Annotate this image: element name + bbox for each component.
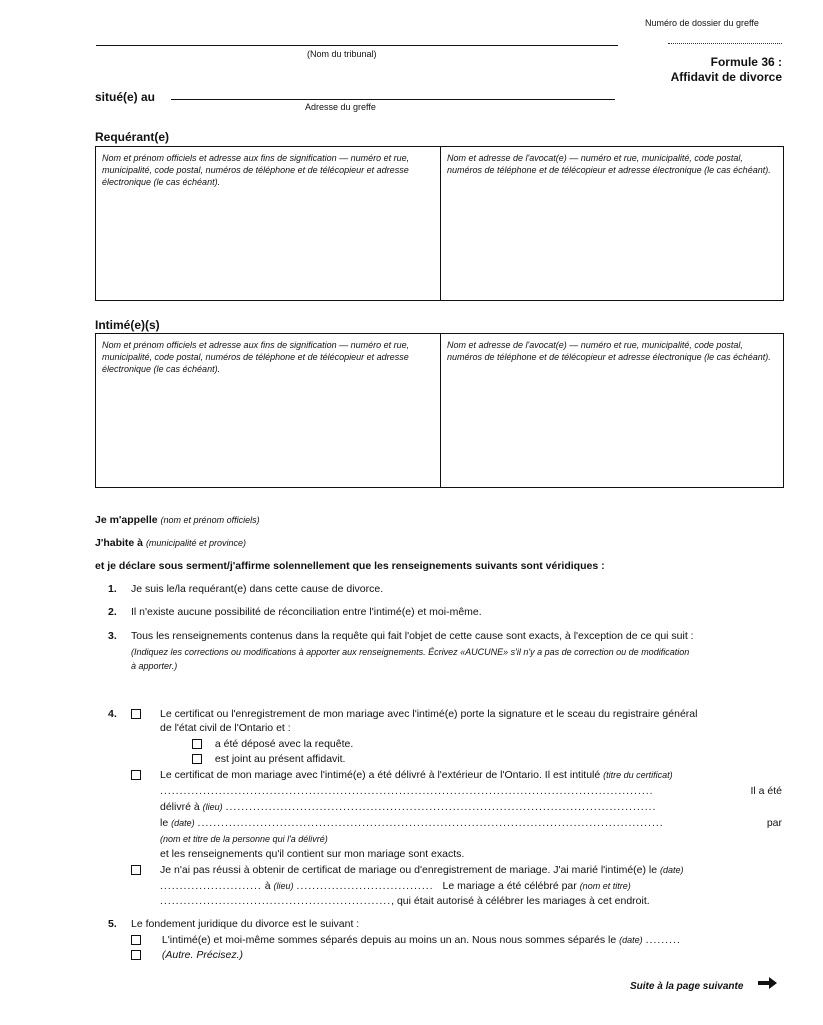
- applicant-heading: Requérant(e): [95, 130, 170, 144]
- item-4c-checkbox[interactable]: [131, 865, 141, 875]
- item-4a-option-1-label: a été déposé avec la requête.: [214, 738, 354, 750]
- respondent-name-cell[interactable]: [96, 334, 441, 487]
- item-4b-date-prefix: le: [160, 817, 169, 829]
- item-4c-date-hint: (date): [660, 865, 684, 875]
- item-5-option-1-label: L'intimé(e) et moi-même sommes séparés depuis au moins un an. Nous nous sommes séparés le: [161, 934, 617, 946]
- name-label: Je m'appelle: [95, 514, 158, 526]
- applicant-lawyer-instructions: Nom et adresse de l'avocat(e) — numéro et rue, municipalité, code postal, numéros de téléphone et de télécopieur et adresse électronique (le cas échéant).: [447, 153, 771, 175]
- located-at-label: situé(e) au: [95, 90, 156, 104]
- dotted-leader: ..............................................................................................................: [225, 801, 657, 813]
- item-4a-option-2-checkbox[interactable]: [192, 754, 202, 764]
- item-4c-line1: [160, 864, 684, 877]
- item-4b-title-field[interactable]: [160, 785, 782, 802]
- dotted-leader: .......................................................................................................................: [197, 817, 664, 829]
- name-row[interactable]: [95, 514, 260, 527]
- item-4b-by: par: [766, 817, 782, 829]
- item-5-option-2-label: (Autre. Précisez.): [161, 949, 244, 961]
- item-4b-person-hint: (nom et titre de la personne qui l'a délivré): [160, 834, 328, 844]
- item-5-option-2-checkbox[interactable]: [131, 950, 141, 960]
- item-5-option-1-checkbox[interactable]: [131, 935, 141, 945]
- item-5-text: Le fondement juridique du divorce est le suivant :: [131, 918, 360, 930]
- item-4b-line1: [160, 769, 673, 782]
- item-4b-place-hint: (lieu): [202, 802, 223, 812]
- item-4b-issued: Il a été: [750, 785, 782, 797]
- applicant-box: [95, 146, 784, 301]
- form-number: Formule 36 :: [710, 55, 782, 69]
- item-4a-checkbox-row[interactable]: [131, 708, 141, 721]
- item-4c-place-hint: (lieu): [273, 881, 294, 891]
- residence-hint: (municipalité et province): [145, 538, 246, 548]
- item-5-option-1[interactable]: [131, 934, 681, 947]
- item-4a-line2: de l'état civil de l'Ontario et :: [160, 722, 291, 734]
- item-4a-option-2-label: est joint au présent affidavit.: [214, 753, 346, 765]
- item-3-note-end: à apporter.): [131, 661, 178, 671]
- name-hint: (nom et prénom officiels): [160, 515, 260, 525]
- item-5-date-hint: (date): [619, 935, 643, 945]
- item-4c-checkbox-row[interactable]: [131, 864, 141, 877]
- item-5-number: 5.: [108, 918, 117, 930]
- item-4c-place-field[interactable]: [160, 880, 631, 893]
- item-4c-at: à: [264, 880, 271, 892]
- applicant-name-instructions: Nom et prénom officiels et adresse aux fins de signification — numéro et rue, municipalité, code postal, numéros de téléphone et de télécopieur et adresse électronique (le cas échéant).: [102, 153, 410, 187]
- item-3-number: 3.: [108, 630, 117, 642]
- item-4b-date-field[interactable]: [160, 817, 782, 830]
- item-4b-date-hint: (date): [171, 818, 195, 828]
- item-4c-text: Je n'ai pas réussi à obtenir de certificat de mariage ou d'enregistrement de mariage. J'ai marié l'intimé(e) le: [160, 864, 658, 876]
- item-4c-officiant-field[interactable]: [160, 895, 650, 908]
- item-4b-text: Le certificat de mon mariage avec l'intimé(e) a été délivré à l'extérieur de l'Ontario. Il est intitulé: [160, 769, 601, 781]
- court-name-line[interactable]: [96, 45, 618, 46]
- item-4c-end: , qui était autorisé à célébrer les mariages à cet endroit.: [391, 895, 650, 907]
- arrow-right-icon: [758, 976, 778, 995]
- dotted-leader: ..............................................................................................................................: [160, 785, 654, 797]
- form-title: Affidavit de divorce: [670, 70, 782, 84]
- applicant-lawyer-cell[interactable]: [441, 147, 783, 300]
- item-4c-celebrated: Le mariage a été célébré par: [442, 880, 577, 892]
- item-4a-checkbox[interactable]: [131, 709, 141, 719]
- item-4a-option-1[interactable]: [192, 738, 353, 751]
- court-address-label: Adresse du greffe: [305, 102, 376, 112]
- item-4-number: 4.: [108, 708, 117, 720]
- respondent-box: [95, 333, 784, 488]
- item-4b-place-field[interactable]: [160, 801, 782, 814]
- respondent-lawyer-cell[interactable]: [441, 334, 783, 487]
- file-number-label: Numéro de dossier du greffe: [645, 18, 759, 28]
- dotted-leader: ..........................: [160, 880, 262, 892]
- item-4a-option-1-checkbox[interactable]: [192, 739, 202, 749]
- item-4b-checkbox-row[interactable]: [131, 769, 141, 782]
- respondent-name-instructions: Nom et prénom officiels et adresse aux fins de signification — numéro et rue, municipalité, code postal, numéros de téléphone et de télécopieur et adresse électronique (le cas échéant).: [102, 340, 410, 374]
- dotted-leader: ...........................................................: [160, 895, 392, 907]
- item-4b-issued-at: délivré à: [160, 801, 200, 813]
- item-1-number: 1.: [108, 583, 117, 595]
- item-4b-checkbox[interactable]: [131, 770, 141, 780]
- respondent-heading: Intimé(e)(s): [95, 318, 160, 332]
- item-1-text: Je suis le/la requérant(e) dans cette cause de divorce.: [131, 583, 384, 595]
- applicant-name-cell[interactable]: [96, 147, 441, 300]
- continue-label: Suite à la page suivante: [630, 981, 744, 992]
- court-address-line[interactable]: [171, 99, 615, 100]
- item-4b-person-field[interactable]: [160, 833, 328, 846]
- respondent-lawyer-instructions: Nom et adresse de l'avocat(e) — numéro et rue, municipalité, code postal, numéros de téléphone et de télécopieur et adresse électronique (le cas échéant).: [447, 340, 771, 362]
- residence-row[interactable]: [95, 537, 246, 550]
- item-4c-name-hint: (nom et titre): [579, 881, 631, 891]
- oath-statement: et je déclare sous serment/j'affirme solennellement que les renseignements suivants sont véridiques :: [95, 560, 605, 572]
- item-3-note: (Indiquez les corrections ou modifications à apporter aux renseignements. Écrivez «AUCUNE» s'il n'y a pas de correction ou de modification: [131, 647, 690, 657]
- item-2-number: 2.: [108, 606, 117, 618]
- item-4b-title-hint: (titre du certificat): [603, 770, 673, 780]
- item-4b-end: et les renseignements qu'il contient sur mon mariage sont exacts.: [160, 848, 465, 860]
- file-number-field[interactable]: [668, 43, 782, 44]
- residence-label: J'habite à: [95, 537, 144, 549]
- item-3-text: Tous les renseignements contenus dans la requête qui fait l'objet de cette cause sont exacts, à l'exception de ce qui suit :: [131, 630, 694, 642]
- item-4a-option-2[interactable]: [192, 753, 345, 766]
- item-5-option-2[interactable]: [131, 949, 243, 962]
- dotted-leader: .........: [645, 934, 681, 946]
- court-name-label: (Nom du tribunal): [307, 49, 377, 59]
- item-4a-line1: Le certificat ou l'enregistrement de mon mariage avec l'intimé(e) porte la signature et le sceau du registraire général: [160, 708, 698, 720]
- dotted-leader: ...................................: [296, 880, 434, 892]
- item-2-text: Il n'existe aucune possibilité de réconciliation entre l'intimé(e) et moi-même.: [131, 606, 482, 618]
